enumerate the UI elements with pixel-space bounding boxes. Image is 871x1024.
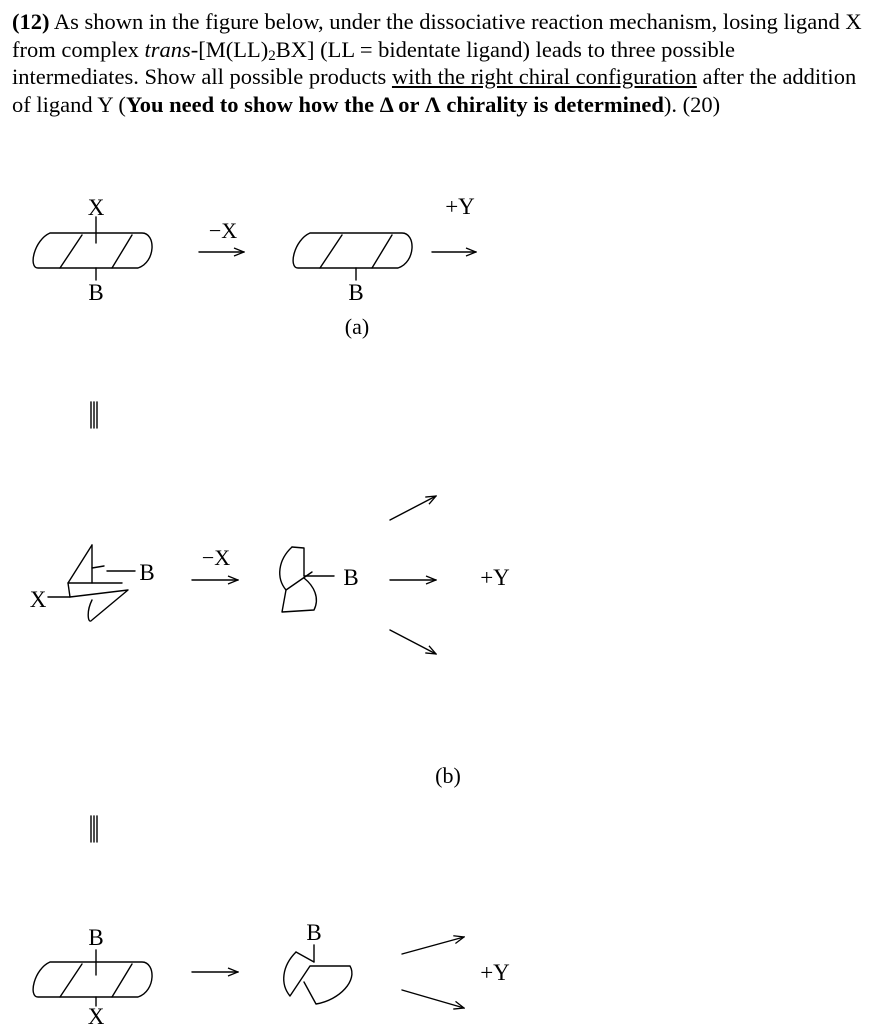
ligand-b-label: B [343,565,359,590]
bold-note: You need to show how the Δ or Λ chirality is determined [125,91,664,117]
chelate-line-a1 [60,235,82,268]
trigonal-bipyramidal-intermediate-b [280,547,359,612]
reaction-arrow-down [402,990,464,1008]
chelate-line-i2 [372,235,392,268]
ligand-x-label: X [87,1004,105,1024]
addition-arrows-b [390,496,510,654]
underlined-requirement: with the right chiral configuration [391,64,697,89]
problem-text-4: after the addition of ligand Y ( [12,64,857,117]
upper-lobe [280,547,312,590]
equivalence-mark-2 [91,816,97,842]
vertical-plane-upper [68,545,122,583]
lower-lobe [282,578,316,612]
add-y-label: +Y [480,960,510,985]
loss-arrow-b [192,545,238,580]
plane-intermediate-c [284,952,352,1004]
equatorial-plane-intermediate [293,233,412,268]
caption-b: (b) [435,763,461,788]
add-y-label: +Y [445,194,475,219]
addition-arrows-c [402,937,510,1008]
square-pyramidal-intermediate-a [293,233,412,305]
add-y-label: +Y [480,565,510,590]
octahedral-complex-c [33,925,152,1024]
loss-label: −X [208,218,238,243]
problem-text-3: BX] (LL = bidentate ligand) leads to three possible intermediates. Show all possible products [12,36,735,89]
equatorial-plane-c [33,962,152,997]
equivalence-mark-1 [91,402,97,428]
subscript-2: 2 [268,47,276,64]
chelate-line-c2 [112,964,132,997]
ligand-b-label: B [139,560,155,585]
row-a [33,194,476,339]
chelate-line-a2 [112,235,132,268]
ligand-b-label: B [348,280,364,305]
addition-arrow-a [432,194,476,252]
chelate-c [296,952,314,962]
row-b [30,496,510,788]
problem-text-2: -[M(LL) [190,36,269,62]
chelate-line-c1 [60,964,82,997]
reaction-arrow-down [390,630,436,654]
caption-a: (a) [344,314,370,339]
ligand-b-label: B [88,280,104,305]
row-c [33,920,510,1024]
problem-text-1: As shown in the figure below, under the dissociative reaction mechanism, losing ligand X from complex [12,9,862,62]
ligand-b-label: B [88,925,104,950]
trans-prefix: trans [144,36,191,62]
equatorial-plane-a [33,233,152,268]
reaction-arrow-up [390,496,436,520]
problem-number: (12) [12,9,50,34]
ligand-x-label: X [87,195,105,220]
intermediate-c [284,920,352,1004]
ligand-x-label: X [29,587,47,612]
chelate-top [292,547,304,576]
problem-text-5: ). (20) [663,91,721,117]
octahedral-complex-a [33,195,152,305]
ligand-b-label: B [306,920,322,945]
vertical-plane-lower [68,583,128,621]
octahedral-complex-b [30,545,155,621]
reaction-arrow-up [402,937,464,954]
chelate-tick [92,566,104,568]
chelate-line-i1 [320,235,342,268]
loss-label: −X [201,545,231,570]
loss-arrow-a [199,218,244,252]
